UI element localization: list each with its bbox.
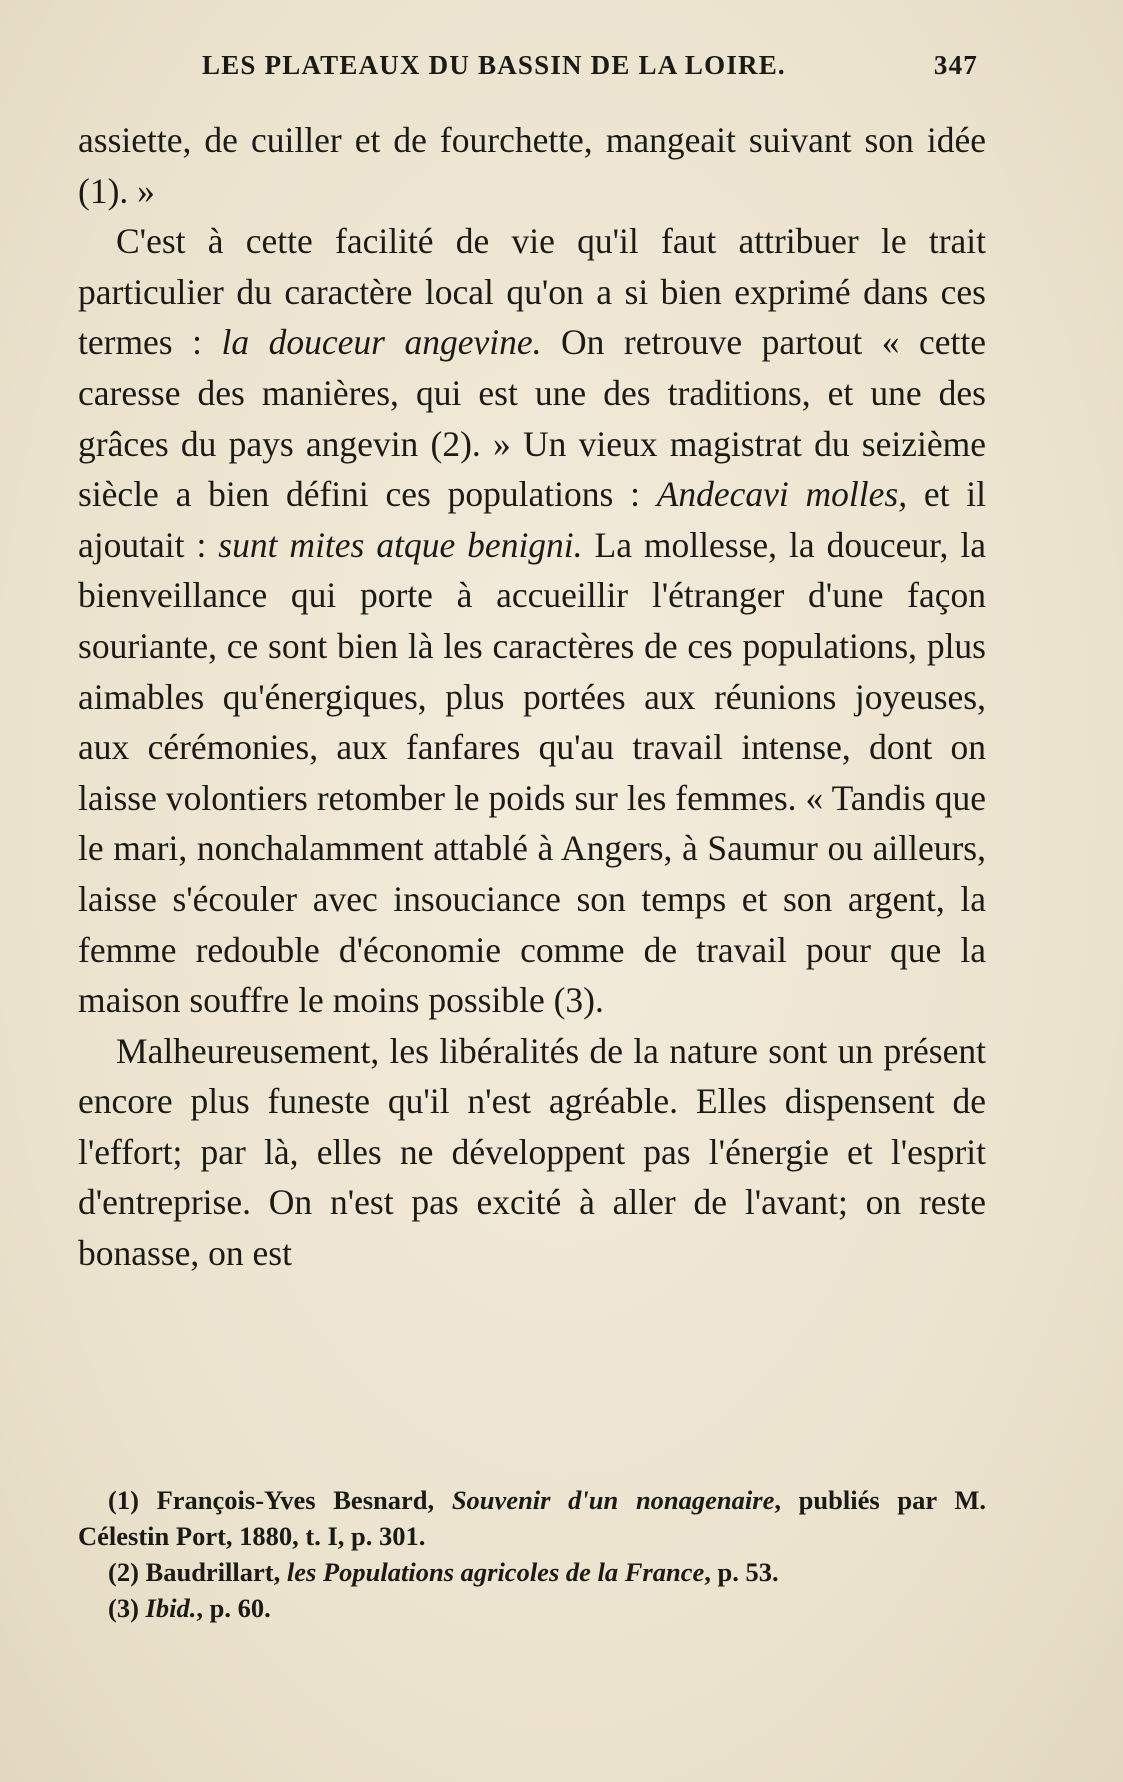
footnote-1 [78,1482,986,1554]
footnote-3-text-a: (3) [108,1593,146,1623]
footnotes [78,1482,986,1626]
footnote-1-text-c: , publiés par M. Célestin Port, 1880, t. I, p. 301. [78,1485,986,1551]
page-number: 347 [933,50,978,80]
footnote-2 [78,1554,986,1590]
footnote-2-text-c: , p. 53. [704,1557,779,1587]
paragraph-2-italic-douceur: la douceur angevine. [221,322,542,363]
footnote-2-italic: les Populations agricoles de la France [286,1557,705,1587]
paragraph-2-text-a: C'est à cette facilité de vie qu'il faut attribuer le trait particulier du caractère local qu'on a si bien exprimé dans ces termes : [78,221,986,363]
footnote-3 [78,1590,986,1626]
paragraph-1: assiette, de cuiller et de fourchette, mangeait suivant son idée (1). » [78,120,986,211]
paragraph-2-italic-andecavi: Andecavi molles, [656,474,908,515]
footnote-3-italic: Ibid. [145,1593,197,1623]
running-title: LES PLATEAUX DU BASSIN DE LA LOIRE. [202,50,786,80]
running-header [78,50,978,90]
footnote-1-italic: Souvenir d'un nonagenaire [451,1485,775,1515]
paragraph-3: Malheureusement, les libéralités de la nature sont un présent encore plus funeste qu'il n'est agréable. Elles dispensent de l'effort; par là, elles ne développent pas l'énergie et l'esprit d'entreprise. On n'est pas excité à aller de l'avant; on reste bonasse, on est [78,1030,986,1274]
footnote-1-text-a: (1) François-Yves Besnard, [108,1485,452,1515]
paragraph-2-text-e: et il ajoutait : [78,474,986,565]
paragraph-2-text-g: La mollesse, la douceur, la bienveillance qui porte à accueillir l'étranger d'une façon souriante, ce sont bien là les caractères de ces populations, plus aimables qu'énergiques, plus portées aux réunions joyeuses, aux cérémonies, aux fanfares qu'au travail intense, dont on laisse volontiers retomber le poids sur les femmes. « Tandis que le mari, nonchalamment attablé à Angers, à Saumur ou ailleurs, laisse s'écouler avec insouciance son temps et son argent, la femme redouble d'économie comme de travail pour que la maison souffre le moins possible (3). [78,524,986,1021]
paragraph-2 [78,216,986,1026]
main-text [78,115,986,1279]
paragraph-2-italic-sunt: sunt mites atque benigni. [218,524,583,565]
paragraph-2-text-c: On retrouve partout « cette caresse des manières, qui est une des traditions, et une des grâces du pays angevin (2). » Un vieux magistrat du seizième siècle a bien défini ces populations : [78,322,986,515]
footnote-2-text-a: (2) Baudrillart, [108,1557,287,1587]
footnote-3-text-c: , p. 60. [196,1593,271,1623]
